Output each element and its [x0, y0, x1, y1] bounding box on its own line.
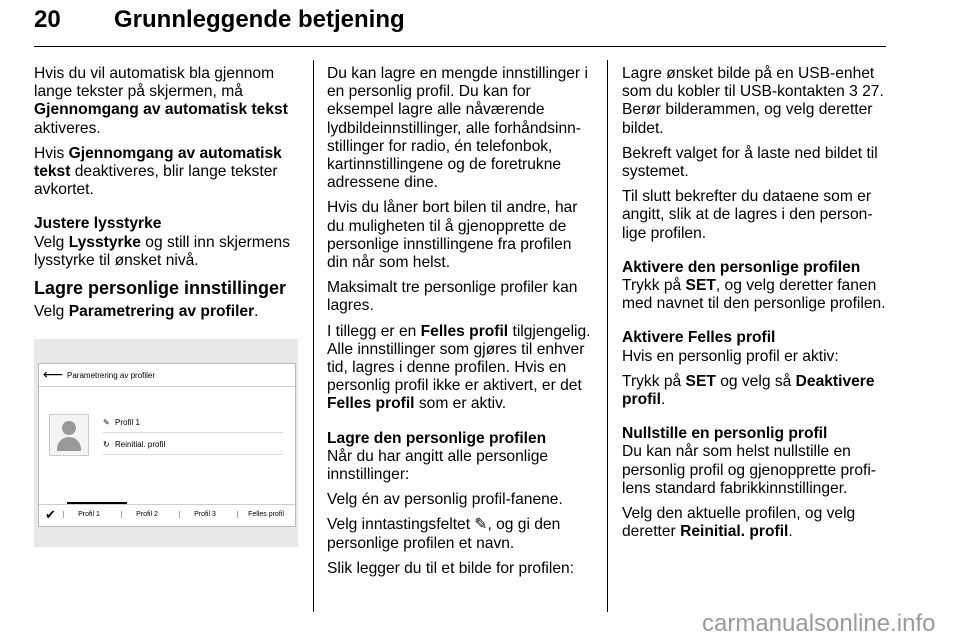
text: .	[788, 523, 793, 541]
text: , og gi den personlige profilen et navn.	[327, 516, 561, 552]
emphasis: Reinitial. profil	[680, 523, 789, 541]
page-header	[34, 4, 886, 47]
paragraph	[327, 516, 595, 552]
paragraph	[34, 145, 302, 200]
text: Velg	[34, 303, 69, 321]
paragraph: Når du har angitt alle personlige innstillinger:	[327, 447, 549, 484]
pencil-icon: ✎	[474, 516, 488, 534]
item-label: Reinitial. profil	[115, 440, 166, 449]
subheading: Lagre den personlige profilen	[327, 429, 547, 447]
tab-profile-1: Profil 1	[63, 511, 114, 518]
subheading: Justere lysstyrke	[34, 215, 162, 233]
reset-profile-item	[103, 436, 283, 455]
column-divider	[313, 60, 314, 612]
text: som er aktiv.	[414, 395, 507, 413]
text: Velg	[34, 233, 69, 251]
paragraph	[622, 505, 890, 541]
page-reference-icon: 3	[849, 83, 858, 101]
text: Lagre ønsket bilde på en USB-enhet som du kobler til USB-kontakten	[622, 65, 875, 101]
profile-picture-frame	[49, 414, 89, 456]
watermark: carmanualsonline.info	[702, 610, 936, 637]
back-arrow-icon: ⟵	[43, 366, 64, 382]
paragraph: Hvis du låner bort bilen til andre, har du muligheten til å gjenopprette de personlige innstillingene fra profilen din når som helst.	[327, 199, 578, 272]
page-number: 20	[34, 6, 61, 33]
emphasis: SET	[685, 277, 716, 295]
text: .	[660, 391, 666, 409]
emphasis: SET	[685, 372, 716, 390]
text: Velg inntastingsfeltet	[327, 516, 475, 534]
paragraph: Du kan når som helst nullstille en personlig profil og gjenopprette profilens standard fabrikkinnstillinger.	[622, 443, 876, 497]
paragraph	[34, 65, 302, 138]
text: tilgjengelig. Alle innstillinger som gjøres til enhver tid, lagres i denne profilen. Hvis en personlig profil ikke er aktivert, er det	[327, 322, 591, 395]
screenshot-figure	[34, 339, 298, 547]
emphasis: Parametrering av profiler	[68, 303, 255, 321]
check-icon: ✔	[45, 507, 56, 522]
avatar-body-icon	[57, 437, 81, 451]
column-1	[34, 65, 302, 328]
text: .	[254, 303, 259, 321]
emphasis: Deaktivere profil	[622, 372, 875, 409]
text: Velg den aktuelle profilen, og velg deretter	[622, 505, 856, 541]
tab-profile-3: Profil 3	[179, 511, 230, 518]
emphasis: Gjennomgang av automatisk tekst	[34, 101, 288, 119]
emphasis: Lysstyrke	[68, 233, 141, 251]
text: aktiveres.	[34, 119, 101, 137]
paragraph: Hvis en personlig profil er aktiv:	[622, 347, 839, 365]
profile-name-item	[103, 414, 283, 433]
section-heading: Lagre personlige innstillinger	[34, 278, 287, 299]
subheading: Aktivere Felles profil	[622, 329, 776, 347]
avatar-head-icon	[62, 421, 76, 435]
paragraph: Til slutt bekrefter du dataene som er angitt, slik at de lagres i den personlige profilen.	[622, 188, 873, 242]
reset-icon: ↻	[103, 440, 110, 449]
emphasis: Gjennomgang av automatisk tekst	[34, 144, 282, 181]
emphasis: Felles profil	[327, 395, 415, 413]
text: , og velg deretter fanen med navnet til den personlige profilen.	[622, 277, 886, 313]
tab-profile-2: Profil 2	[121, 511, 172, 518]
tab-common-profile: Felles profil	[237, 511, 294, 518]
text: deaktiveres, blir lange tekster avkortet.	[34, 163, 278, 199]
column-3	[622, 65, 890, 548]
column-2	[327, 65, 595, 585]
paragraph: Maksimalt tre personlige profiler kan lagres.	[327, 279, 578, 315]
subheading: Aktivere den personlige profilen	[622, 258, 861, 276]
column-divider	[607, 60, 608, 612]
subheading: Nullstille en personlig profil	[622, 425, 828, 443]
paragraph: Bekreft valget for å laste ned bildet til systemet.	[622, 144, 878, 181]
paragraph	[327, 323, 595, 414]
screen-title-bar	[39, 364, 295, 387]
paragraph	[622, 373, 890, 409]
pencil-icon: ✎	[103, 418, 110, 427]
text: Hvis	[34, 144, 69, 162]
item-label: Profil 1	[115, 418, 140, 427]
paragraph: Du kan lagre en mengde innstillinger i en personlig profil. Du kan for eksempel lagre alle nåværende lydbildeinnstillinger, alle forhåndsinnstillinger for radio, én telefonbok, kartinnstillingene og de foretrukne adressene dine.	[327, 65, 588, 192]
text: Trykk på	[622, 277, 686, 295]
text: Hvis du vil automatisk bla gjennom lange tekster på skjermen, må	[34, 65, 275, 101]
text: og velg så	[715, 372, 796, 390]
screen-display	[38, 363, 296, 527]
paragraph	[622, 65, 890, 138]
profile-tabs	[39, 504, 295, 527]
paragraph: Velg én av personlig profil-fanene.	[327, 491, 563, 509]
paragraph	[34, 303, 302, 321]
paragraph	[622, 277, 890, 313]
text: og still inn skjermens lysstyrke til ønsket nivå.	[34, 233, 290, 269]
paragraph: Slik legger du til et bilde for profilen:	[327, 559, 575, 577]
screen-title: Parametrering av profiler	[67, 371, 156, 380]
text: 27. Berør bilderammen, og velg deretter bildet.	[622, 83, 884, 137]
emphasis: Felles profil	[420, 322, 509, 340]
text: Trykk på	[622, 372, 686, 390]
paragraph	[34, 234, 302, 270]
chapter-title: Grunnleggende betjening	[114, 6, 405, 33]
text: I tillegg er en	[327, 322, 421, 340]
